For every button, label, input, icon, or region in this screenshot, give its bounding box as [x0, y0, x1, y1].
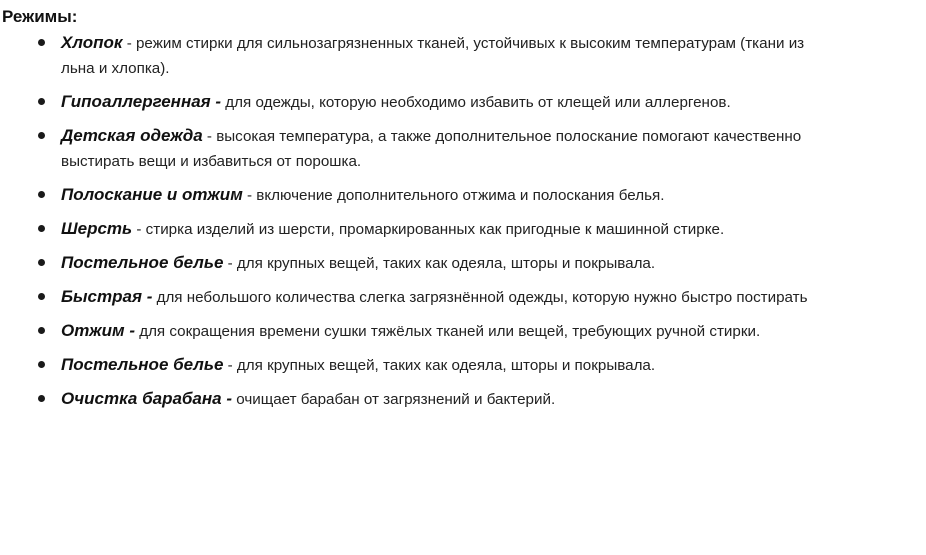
- list-item: [0, 284, 841, 310]
- bullet-icon: [38, 327, 45, 334]
- list-item: [0, 30, 841, 81]
- modes-list: [0, 30, 926, 412]
- mode-description: - стирка изделий из шерсти, промаркированных как пригодные к машинной стирке.: [132, 221, 725, 238]
- list-item: [0, 352, 841, 378]
- bullet-icon: [38, 191, 45, 198]
- mode-description: - режим стирки для сильнозагрязненных тканей, устойчивых к высоким температурам (ткани из льна и хлопка).: [61, 35, 805, 77]
- mode-term: Постельное белье: [61, 253, 224, 272]
- mode-description: - высокая температура, а также дополнительное полоскание помогают качественно выстирать вещи и избавиться от порошка.: [61, 128, 802, 170]
- mode-term: Хлопок: [61, 33, 123, 52]
- mode-description: для небольшого количества слегка загрязнённой одежды, которую нужно быстро постирать: [152, 289, 808, 306]
- mode-description: для одежды, которую необходимо избавить от клещей или аллергенов.: [221, 94, 731, 111]
- list-item: [0, 216, 841, 242]
- mode-description: очищает барабан от загрязнений и бактерий.: [232, 391, 556, 408]
- mode-term: Детская одежда: [61, 126, 203, 145]
- list-item: [0, 182, 841, 208]
- bullet-icon: [38, 98, 45, 105]
- list-item: [0, 250, 841, 276]
- bullet-icon: [38, 361, 45, 368]
- mode-description: для сокращения времени сушки тяжёлых тканей или вещей, требующих ручной стирки.: [134, 323, 761, 340]
- bullet-icon: [38, 39, 45, 46]
- mode-description: - включение дополнительного отжима и полоскания белья.: [242, 187, 665, 204]
- bullet-icon: [38, 395, 45, 402]
- mode-term: Быстрая -: [61, 287, 153, 306]
- mode-term: Шерсть: [61, 219, 133, 238]
- mode-term: Полоскание и отжим: [61, 185, 243, 204]
- bullet-icon: [38, 259, 45, 266]
- list-item: [0, 89, 841, 115]
- bullet-icon: [38, 132, 45, 139]
- mode-term: Гипоаллергенная -: [61, 92, 222, 111]
- bullet-icon: [38, 225, 45, 232]
- list-item: [0, 318, 841, 344]
- mode-description: - для крупных вещей, таких как одеяла, шторы и покрывала.: [223, 357, 656, 374]
- list-item: [0, 123, 841, 174]
- mode-term: Очистка барабана -: [61, 389, 232, 408]
- bullet-icon: [38, 293, 45, 300]
- mode-term: Постельное белье: [61, 355, 224, 374]
- list-item: [0, 386, 841, 412]
- section-heading: Режимы:: [2, 7, 78, 26]
- mode-term: Отжим -: [61, 321, 135, 340]
- mode-description: - для крупных вещей, таких как одеяла, шторы и покрывала.: [223, 255, 656, 272]
